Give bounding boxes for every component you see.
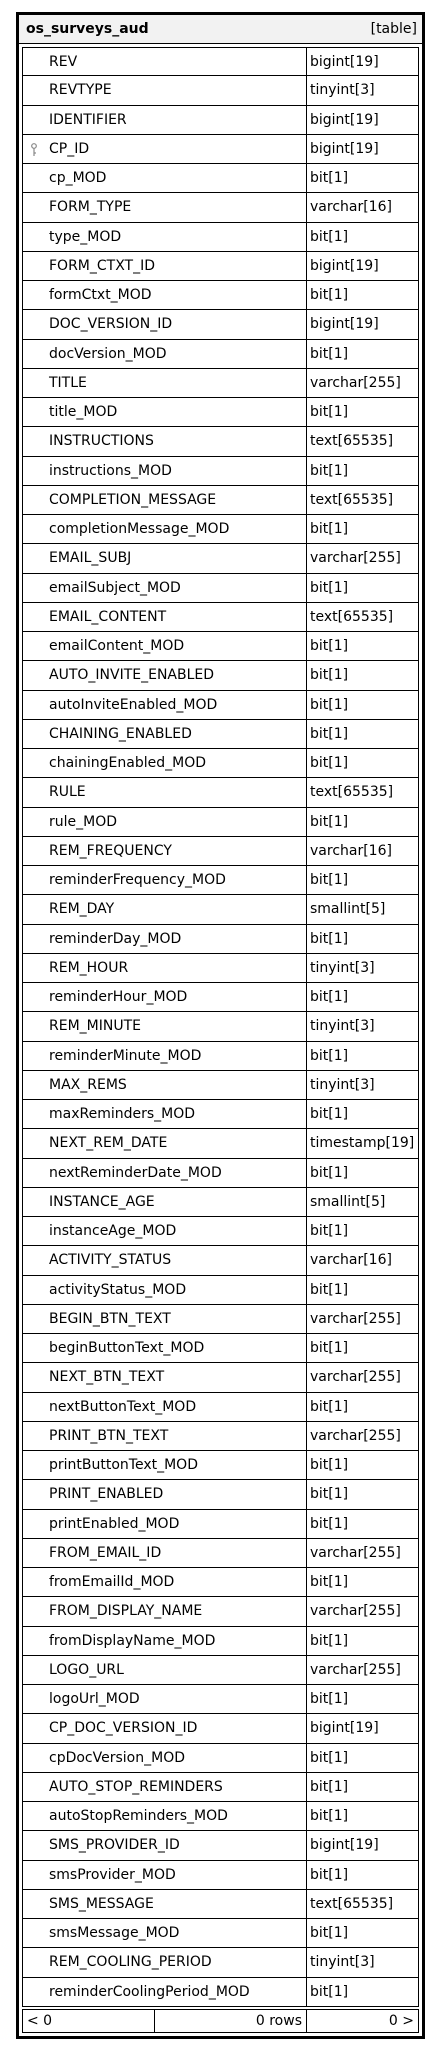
- column-name: fromEmailId_MOD: [23, 1568, 307, 1596]
- column-name: INSTRUCTIONS: [23, 427, 307, 455]
- column-name: reminderHour_MOD: [23, 983, 307, 1011]
- table-row: [22, 1188, 419, 1217]
- table-row: [22, 632, 419, 661]
- column-type: bigint[19]: [310, 316, 379, 333]
- column-name: EMAIL_CONTENT: [23, 603, 307, 631]
- table-row: [22, 1802, 419, 1831]
- column-name: printButtonText_MOD: [23, 1451, 307, 1479]
- table-row: [22, 661, 419, 690]
- table-row: [22, 1276, 419, 1305]
- table-row: [22, 1334, 419, 1363]
- column-type: bit[1]: [310, 579, 349, 596]
- column-type: varchar[255]: [310, 1544, 401, 1561]
- table-row: [22, 1773, 419, 1802]
- key-icon: [30, 143, 38, 157]
- column-name: REM_FREQUENCY: [23, 837, 307, 865]
- table-row: [22, 1539, 419, 1568]
- column-name: smsMessage_MOD: [23, 1919, 307, 1947]
- table-row: [22, 1422, 419, 1451]
- table-row: [22, 427, 419, 456]
- column-name: REV: [23, 48, 307, 75]
- column-type: text[65535]: [310, 491, 394, 508]
- column-name: REM_DAY: [23, 895, 307, 923]
- table-header: [19, 15, 422, 44]
- column-type: bit[1]: [310, 287, 349, 304]
- table-row: [22, 925, 419, 954]
- column-type: bit[1]: [310, 725, 349, 742]
- column-name: REVTYPE: [23, 76, 307, 104]
- column-name: TITLE: [23, 369, 307, 397]
- table-row: [22, 983, 419, 1012]
- table-row: [22, 1656, 419, 1685]
- table-row: [22, 1890, 419, 1919]
- column-name: NEXT_REM_DATE: [23, 1129, 307, 1157]
- table-row: [22, 281, 419, 310]
- table-row: [22, 1861, 419, 1890]
- table-row: [22, 340, 419, 369]
- column-name: reminderMinute_MOD: [23, 1042, 307, 1070]
- column-type: varchar[255]: [310, 550, 401, 567]
- column-type: bit[1]: [310, 1778, 349, 1795]
- column-name: nextReminderDate_MOD: [23, 1159, 307, 1187]
- table-row: [22, 1978, 419, 2007]
- table-row: [22, 515, 419, 544]
- column-type: text[65535]: [310, 433, 394, 450]
- column-name: SMS_PROVIDER_ID: [23, 1831, 307, 1859]
- table-row: [22, 398, 419, 427]
- column-type: varchar[255]: [310, 374, 401, 391]
- column-name: formCtxt_MOD: [23, 281, 307, 309]
- column-name: cp_MOD: [23, 164, 307, 192]
- table-row: [22, 574, 419, 603]
- column-name: chainingEnabled_MOD: [23, 749, 307, 777]
- column-name: AUTO_STOP_REMINDERS: [23, 1773, 307, 1801]
- prev-page-link[interactable]: < 0: [23, 2010, 155, 2032]
- column-name: IDENTIFIER: [23, 106, 307, 134]
- column-name: docVersion_MOD: [23, 340, 307, 368]
- table-row: [22, 866, 419, 895]
- column-type: bit[1]: [310, 462, 349, 479]
- column-name: reminderCoolingPeriod_MOD: [23, 1978, 307, 2006]
- column-name: LOGO_URL: [23, 1656, 307, 1684]
- column-type: varchar[255]: [310, 1427, 401, 1444]
- column-name: FROM_EMAIL_ID: [23, 1539, 307, 1567]
- table-box: [16, 12, 425, 2039]
- table-row: [22, 1012, 419, 1041]
- column-type: bit[1]: [310, 1925, 349, 1942]
- column-name: emailSubject_MOD: [23, 574, 307, 602]
- column-type: varchar[16]: [310, 842, 392, 859]
- column-name: DOC_VERSION_ID: [23, 310, 307, 338]
- column-type: varchar[255]: [310, 1603, 401, 1620]
- column-type: bit[1]: [310, 1340, 349, 1357]
- table-row: [22, 1627, 419, 1656]
- column-name: FROM_DISPLAY_NAME: [23, 1597, 307, 1625]
- column-type: tinyint[3]: [310, 1954, 375, 1971]
- table-row: [22, 164, 419, 193]
- column-name: MAX_REMS: [23, 1071, 307, 1099]
- column-name: reminderDay_MOD: [23, 925, 307, 953]
- table-row: [22, 457, 419, 486]
- column-type: text[65535]: [310, 608, 394, 625]
- column-type: bit[1]: [310, 872, 349, 889]
- table-row: [22, 1305, 419, 1334]
- column-name: instanceAge_MOD: [23, 1217, 307, 1245]
- column-type: bit[1]: [310, 170, 349, 187]
- column-type: varchar[255]: [310, 1661, 401, 1678]
- column-name: beginButtonText_MOD: [23, 1334, 307, 1362]
- table-row: [22, 837, 419, 866]
- column-name: emailContent_MOD: [23, 632, 307, 660]
- column-name: smsProvider_MOD: [23, 1861, 307, 1889]
- table-row: [22, 749, 419, 778]
- column-type: bit[1]: [310, 1486, 349, 1503]
- column-type: tinyint[3]: [310, 82, 375, 99]
- column-name: AUTO_INVITE_ENABLED: [23, 661, 307, 689]
- table-row: [22, 1451, 419, 1480]
- table-type-label: [table]: [370, 21, 417, 37]
- table-row: [22, 369, 419, 398]
- column-type: bit[1]: [310, 1047, 349, 1064]
- table-row: [22, 808, 419, 837]
- column-name: ACTIVITY_STATUS: [23, 1246, 307, 1274]
- column-type: bit[1]: [310, 1164, 349, 1181]
- table-row: [22, 1510, 419, 1539]
- column-name: fromDisplayName_MOD: [23, 1627, 307, 1655]
- table-row: [22, 954, 419, 983]
- column-name: PRINT_ENABLED: [23, 1480, 307, 1508]
- column-name: instructions_MOD: [23, 457, 307, 485]
- column-name: PRINT_BTN_TEXT: [23, 1422, 307, 1450]
- table-row: [22, 76, 419, 105]
- column-name: cpDocVersion_MOD: [23, 1744, 307, 1772]
- table-row: [22, 1042, 419, 1071]
- table-row: [22, 720, 419, 749]
- column-name: autoInviteEnabled_MOD: [23, 691, 307, 719]
- column-name: title_MOD: [23, 398, 307, 426]
- table-row: [22, 1744, 419, 1773]
- column-name: INSTANCE_AGE: [23, 1188, 307, 1216]
- table-footer: [22, 2009, 419, 2033]
- column-name: maxReminders_MOD: [23, 1100, 307, 1128]
- column-type: bigint[19]: [310, 257, 379, 274]
- table-row: [22, 1100, 419, 1129]
- table-row: [22, 1685, 419, 1714]
- column-type: varchar[255]: [310, 1310, 401, 1327]
- column-type: smallint[5]: [310, 901, 386, 918]
- column-type: bigint[19]: [310, 53, 379, 70]
- table-row: [22, 1363, 419, 1392]
- table-row: [22, 252, 419, 281]
- column-name: activityStatus_MOD: [23, 1276, 307, 1304]
- table-row: [22, 486, 419, 515]
- column-type: varchar[255]: [310, 1369, 401, 1386]
- column-type: bigint[19]: [310, 1720, 379, 1737]
- table-row: [22, 135, 419, 164]
- column-name: REM_HOUR: [23, 954, 307, 982]
- table-row: [22, 1071, 419, 1100]
- column-name: COMPLETION_MESSAGE: [23, 486, 307, 514]
- column-type: bit[1]: [310, 521, 349, 538]
- column-type: bit[1]: [310, 1574, 349, 1591]
- column-name: RULE: [23, 778, 307, 806]
- column-name: printEnabled_MOD: [23, 1510, 307, 1538]
- column-type: bit[1]: [310, 696, 349, 713]
- column-type: text[65535]: [310, 1895, 394, 1912]
- column-type: bigint[19]: [310, 140, 379, 157]
- column-type: bit[1]: [310, 1808, 349, 1825]
- column-type: bit[1]: [310, 1106, 349, 1123]
- column-type: smallint[5]: [310, 1193, 386, 1210]
- column-name: logoUrl_MOD: [23, 1685, 307, 1713]
- column-name: completionMessage_MOD: [23, 515, 307, 543]
- column-name: reminderFrequency_MOD: [23, 866, 307, 894]
- column-name: CP_ID: [23, 135, 307, 163]
- table-row: [22, 1597, 419, 1626]
- table-row: [22, 895, 419, 924]
- column-type: bit[1]: [310, 1632, 349, 1649]
- column-name: autoStopReminders_MOD: [23, 1802, 307, 1830]
- column-type: bit[1]: [310, 1691, 349, 1708]
- column-type: bit[1]: [310, 755, 349, 772]
- table-row: [22, 544, 419, 573]
- column-type: bigint[19]: [310, 111, 379, 128]
- column-type: tinyint[3]: [310, 959, 375, 976]
- table-row: [22, 1480, 419, 1509]
- table-row: [22, 223, 419, 252]
- column-type: varchar[16]: [310, 199, 392, 216]
- table-row: [22, 1919, 419, 1948]
- column-type: varchar[16]: [310, 1252, 392, 1269]
- next-page-link[interactable]: 0 >: [388, 2012, 414, 2029]
- table-row: [22, 1246, 419, 1275]
- column-name: SMS_MESSAGE: [23, 1890, 307, 1918]
- column-type: bit[1]: [310, 1749, 349, 1766]
- column-name: type_MOD: [23, 223, 307, 251]
- column-type: bit[1]: [310, 228, 349, 245]
- column-type: bit[1]: [310, 345, 349, 362]
- column-name: EMAIL_SUBJ: [23, 544, 307, 572]
- table-row: [22, 691, 419, 720]
- column-type: bit[1]: [310, 638, 349, 655]
- column-name: FORM_TYPE: [23, 193, 307, 221]
- table-row: [22, 1129, 419, 1158]
- column-type: bit[1]: [310, 813, 349, 830]
- table-row: [22, 778, 419, 807]
- column-type: bit[1]: [310, 989, 349, 1006]
- column-name: rule_MOD: [23, 808, 307, 836]
- column-name: REM_MINUTE: [23, 1012, 307, 1040]
- table-row: [22, 1714, 419, 1743]
- column-name: BEGIN_BTN_TEXT: [23, 1305, 307, 1333]
- column-type: bit[1]: [310, 1515, 349, 1532]
- column-type: bit[1]: [310, 930, 349, 947]
- column-type: tinyint[3]: [310, 1076, 375, 1093]
- column-type: text[65535]: [310, 784, 394, 801]
- column-type: bit[1]: [310, 1866, 349, 1883]
- column-type: bit[1]: [310, 1281, 349, 1298]
- table-row: [22, 1393, 419, 1422]
- table-row: [22, 1948, 419, 1977]
- column-type: bit[1]: [310, 667, 349, 684]
- column-name: nextButtonText_MOD: [23, 1393, 307, 1421]
- table-row: [22, 1217, 419, 1246]
- table-row: [22, 1159, 419, 1188]
- column-name: REM_COOLING_PERIOD: [23, 1948, 307, 1976]
- table-row: [22, 193, 419, 222]
- column-type: bit[1]: [310, 1983, 349, 2000]
- table-row: [22, 603, 419, 632]
- column-type: bit[1]: [310, 404, 349, 421]
- row-count: 0 rows: [155, 2010, 307, 2032]
- column-type: bit[1]: [310, 1398, 349, 1415]
- table-row: [22, 1831, 419, 1860]
- table-row: [22, 310, 419, 339]
- table-row: [22, 106, 419, 135]
- table-name: os_surveys_aud: [26, 21, 149, 37]
- column-type: bit[1]: [310, 1223, 349, 1240]
- column-name: NEXT_BTN_TEXT: [23, 1363, 307, 1391]
- table-row: [22, 1568, 419, 1597]
- column-type: timestamp[19]: [310, 1135, 415, 1152]
- column-type: tinyint[3]: [310, 1018, 375, 1035]
- column-name: FORM_CTXT_ID: [23, 252, 307, 280]
- column-type: bit[1]: [310, 1457, 349, 1474]
- table-row: [22, 47, 419, 76]
- column-type: bigint[19]: [310, 1837, 379, 1854]
- column-name: CHAINING_ENABLED: [23, 720, 307, 748]
- column-list: [19, 47, 422, 2007]
- column-name: CP_DOC_VERSION_ID: [23, 1714, 307, 1742]
